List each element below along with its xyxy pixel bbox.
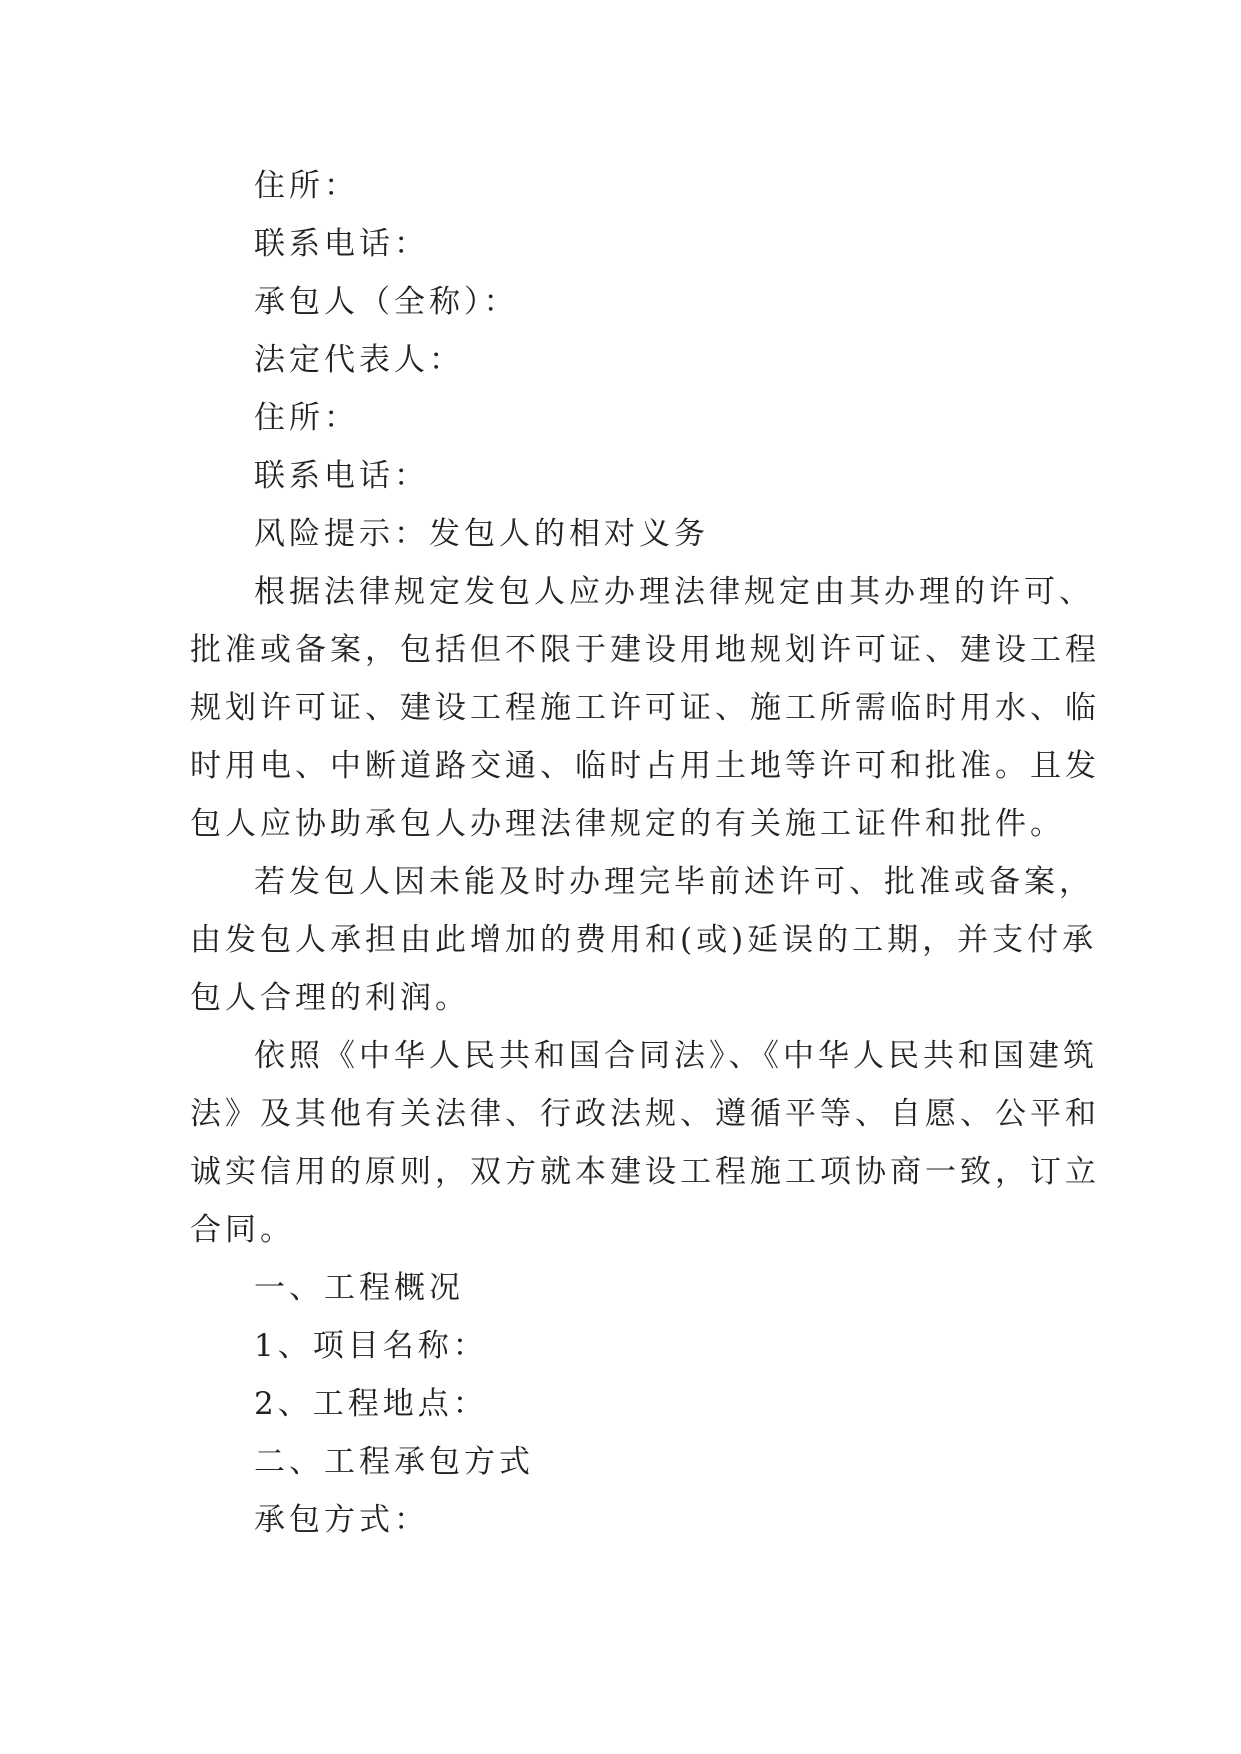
paragraph-line: 诚实信用的原则，双方就本建设工程施工项协商一致，订立 <box>190 1154 1100 1190</box>
project-name-label: 1、项目名称： <box>254 1328 488 1364</box>
paragraph-line: 若发包人因未能及时办理完毕前述许可、批准或备案， <box>254 864 1094 900</box>
paragraph-line: 根据法律规定发包人应办理法律规定由其办理的许可、 <box>254 574 1094 610</box>
paragraph-legal-basis <box>190 1027 1100 1259</box>
paragraph-line: 规划许可证、建设工程施工许可证、施工所需临时用水、临 <box>190 690 1100 726</box>
document-body <box>190 157 1100 1549</box>
contractor-address-label: 住所： <box>254 400 359 436</box>
paragraph-permits <box>190 563 1100 853</box>
paragraph-line: 由发包人承担由此增加的费用和(或)延误的工期，并支付承 <box>190 922 1098 958</box>
contractor-label: 承包人（全称）： <box>254 284 519 320</box>
paragraph-line: 依照《中华人民共和国合同法》、《中华人民共和国建筑 <box>254 1038 1098 1074</box>
project-location-label: 2、工程地点： <box>254 1386 488 1422</box>
paragraph-line: 批准或备案，包括但不限于建设用地规划许可证、建设工程 <box>190 632 1100 668</box>
section-heading-contract-method: 二、工程承包方式 <box>254 1444 534 1480</box>
contract-method-label: 承包方式： <box>254 1502 429 1538</box>
risk-notice-heading: 风险提示：发包人的相对义务 <box>254 516 709 552</box>
paragraph-line: 时用电、中断道路交通、临时占用土地等许可和批准。且发 <box>190 748 1100 784</box>
contractor-phone-label: 联系电话： <box>254 458 429 494</box>
paragraph-line: 法》及其他有关法律、行政法规、遵循平等、自愿、公平和 <box>190 1096 1100 1132</box>
paragraph-line: 包人应协助承包人办理法律规定的有关施工证件和批件。 <box>190 806 1065 842</box>
phone-label: 联系电话： <box>254 226 429 262</box>
paragraph-line: 包人合理的利润。 <box>190 980 470 1016</box>
paragraph-liability <box>190 853 1098 1027</box>
paragraph-line: 合同。 <box>190 1212 295 1248</box>
address-label: 住所： <box>254 168 359 204</box>
section-heading-overview: 一、工程概况 <box>254 1270 464 1306</box>
legal-representative-label: 法定代表人： <box>254 342 464 378</box>
